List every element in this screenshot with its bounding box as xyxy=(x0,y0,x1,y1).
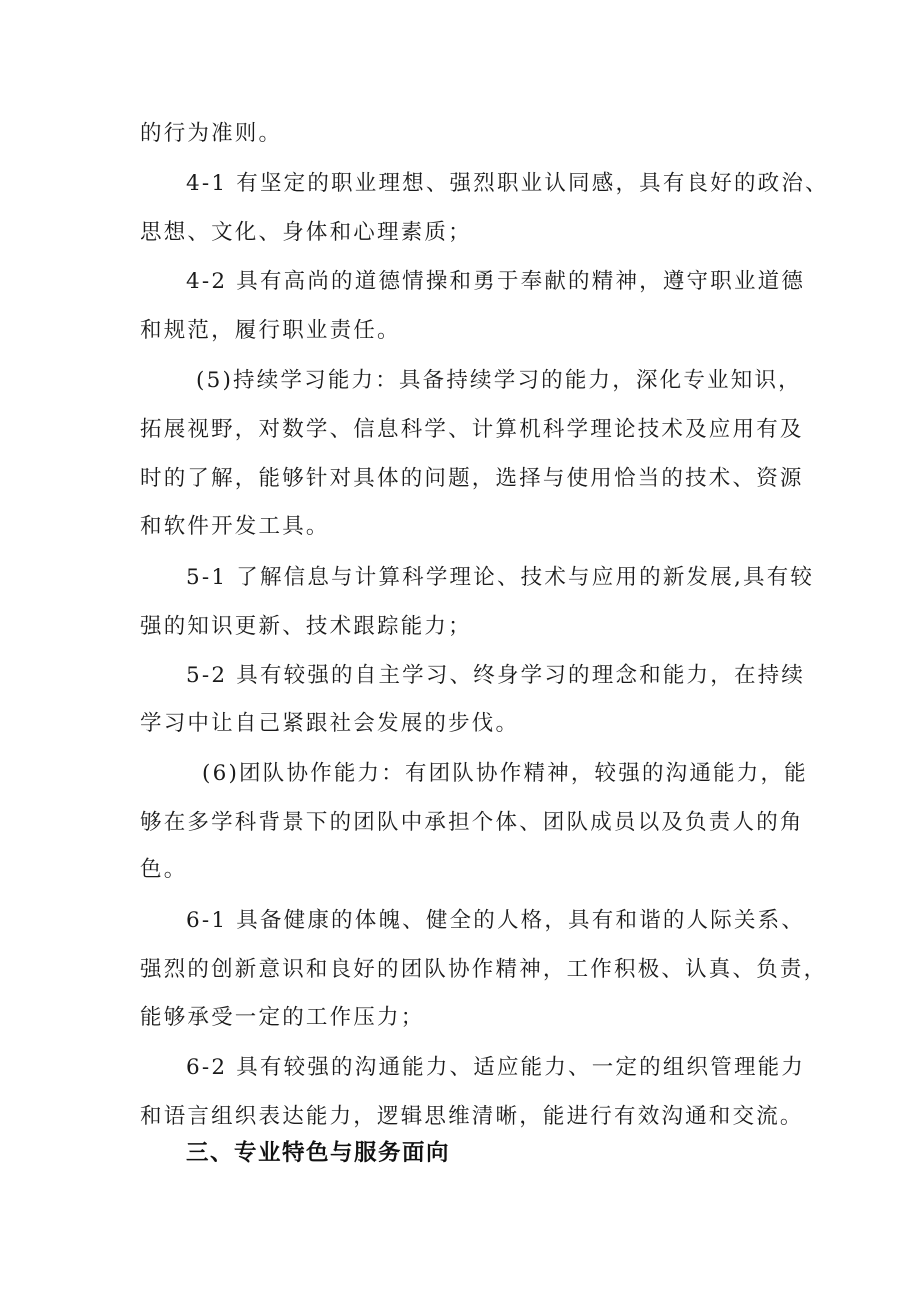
paragraph-line: 思想、文化、身体和心理素质； xyxy=(140,220,472,245)
paragraph-line: (5)持续学习能力：具备持续学习的能力，深化专业知识， xyxy=(196,368,802,393)
paragraph-line: 4-1 有坚定的职业理想、强烈职业认同感，具有良好的政治、 xyxy=(186,171,829,196)
paragraph-line: (6)团队协作能力：有团队协作精神，较强的沟通能力，能 xyxy=(202,761,808,786)
paragraph-line: 学习中让自己紧跟社会发展的步伐。 xyxy=(140,711,520,736)
paragraph-line: 5-1 了解信息与计算科学理论、技术与应用的新发展,具有较 xyxy=(186,565,815,590)
section-heading: 三、专业特色与服务面向 xyxy=(186,1140,451,1166)
paragraph-line: 5-2 具有较强的自主学习、终身学习的理念和能力，在持续 xyxy=(186,663,806,688)
paragraph-line: 4-2 具有高尚的道德情操和勇于奉献的精神，遵守职业道德 xyxy=(186,269,806,294)
paragraph-line: 能够承受一定的工作压力； xyxy=(140,1005,425,1030)
paragraph-line: 够在多学科背景下的团队中承担个体、团队成员以及负责人的角 xyxy=(140,810,804,835)
paragraph-line: 强的知识更新、技术跟踪能力； xyxy=(140,614,472,639)
paragraph-line: 和语言组织表达能力，逻辑思维清晰，能进行有效沟通和交流。 xyxy=(140,1104,804,1129)
paragraph-line: 6-2 具有较强的沟通能力、适应能力、一定的组织管理能力 xyxy=(186,1055,806,1080)
paragraph-line: 6-1 具备健康的体魄、健全的人格，具有和谐的人际关系、 xyxy=(186,908,806,933)
paragraph-line: 强烈的创新意识和良好的团队协作精神，工作积极、认真、负责， xyxy=(140,957,828,982)
paragraph-line: 时的了解，能够针对具体的问题，选择与使用恰当的技术、资源 xyxy=(140,466,804,491)
paragraph-line: 的行为准则。 xyxy=(140,121,283,146)
paragraph-line: 和规范，履行职业责任。 xyxy=(140,318,401,343)
paragraph-line: 色。 xyxy=(140,857,188,882)
paragraph-line: 和软件开发工具。 xyxy=(140,514,330,539)
paragraph-line: 拓展视野，对数学、信息科学、计算机科学理论技术及应用有及 xyxy=(140,417,804,442)
